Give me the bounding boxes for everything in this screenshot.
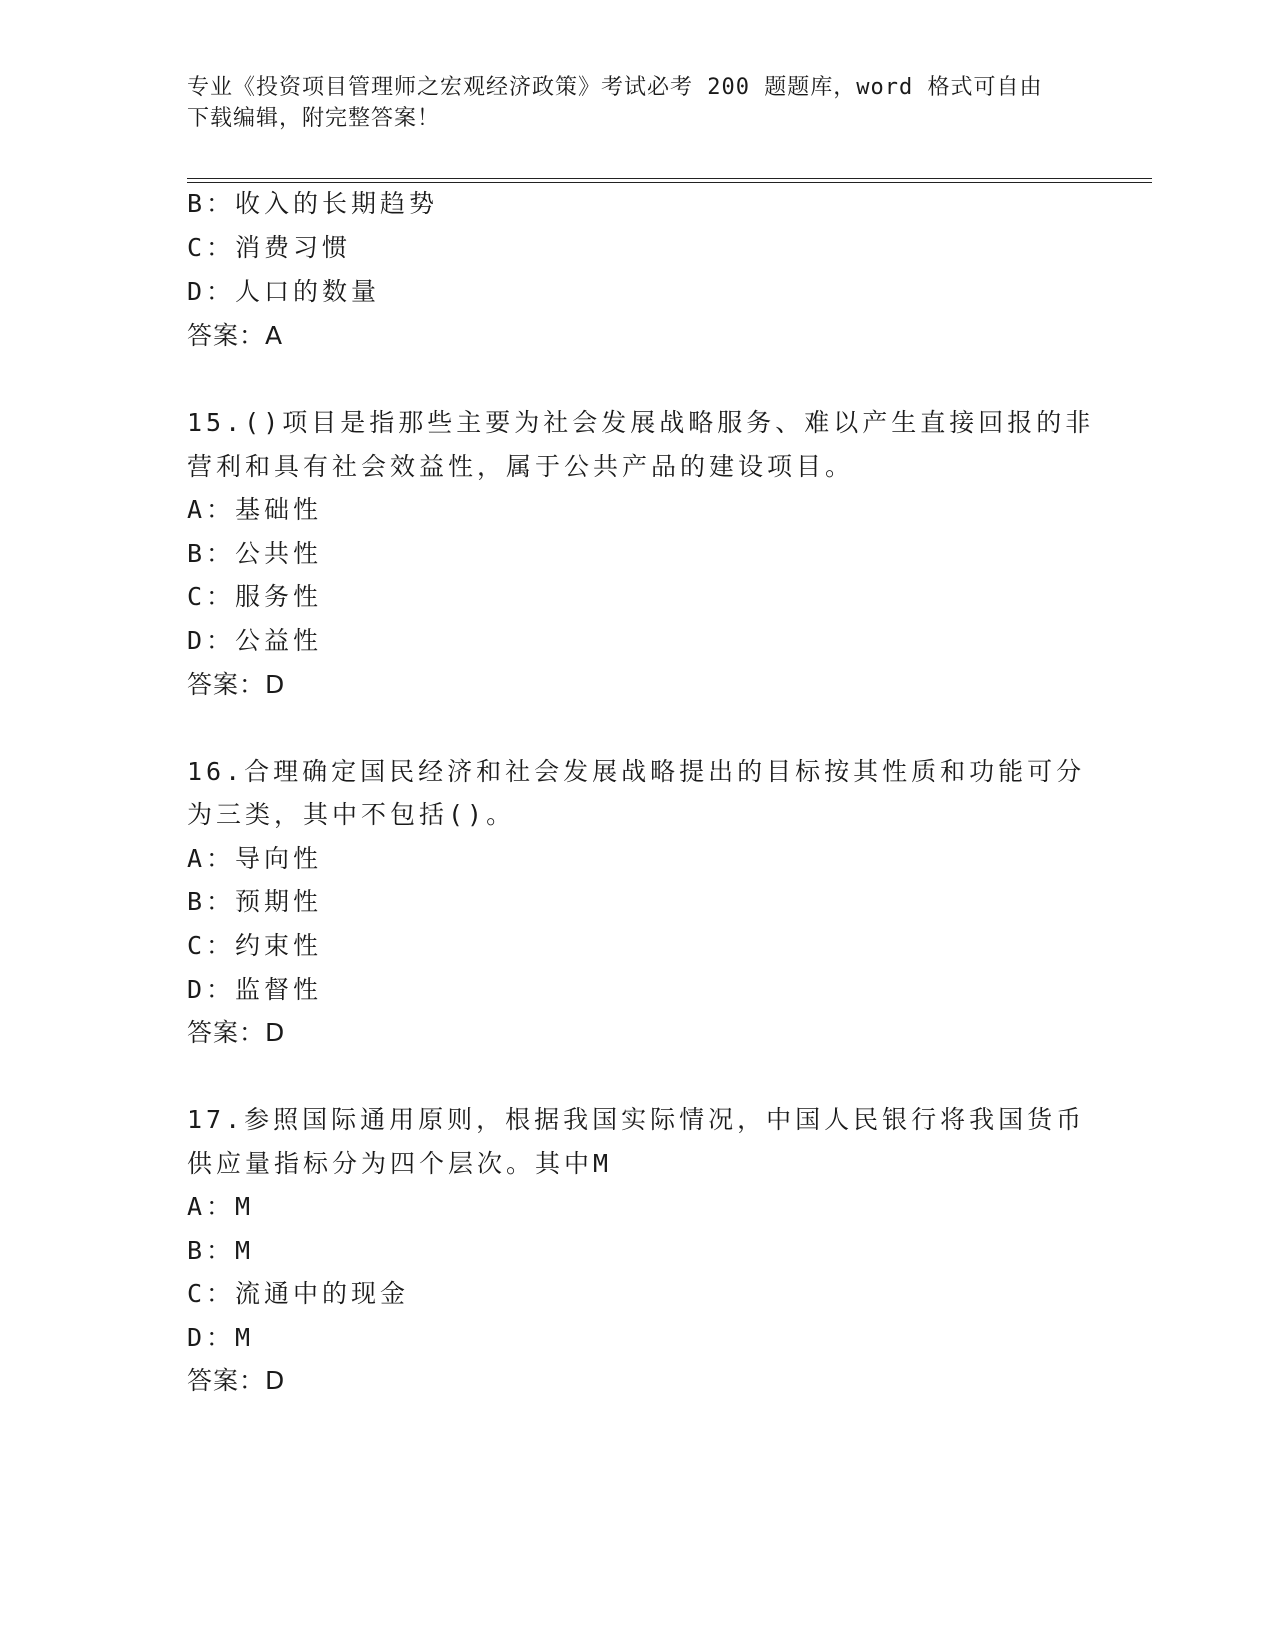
q17-question-line-2: 供应量指标分为四个层次。其中M <box>187 1149 613 1178</box>
q15-option-c: C：服务性 <box>187 582 323 611</box>
q14-option-c: C：消费习惯 <box>187 233 352 262</box>
header-line-2: 下载编辑，附完整答案！ <box>187 106 441 131</box>
q17-option-d: D：M <box>187 1323 255 1352</box>
q17-option-c: C：流通中的现金 <box>187 1279 410 1308</box>
q16-question-line-1: 16.合理确定国民经济和社会发展战略提出的目标按其性质和功能可分 <box>187 757 1086 786</box>
q14-answer: 答案：A <box>187 321 284 350</box>
q17-option-a: A：M <box>187 1192 255 1221</box>
header-divider-top <box>187 178 1152 179</box>
header-line-1: 专业《投资项目管理师之宏观经济政策》考试必考 200 题题库，word 格式可自由 <box>187 75 1043 100</box>
q17-question-line-1: 17.参照国际通用原则，根据我国实际情况，中国人民银行将我国货币 <box>187 1105 1086 1134</box>
q17-option-b: B：M <box>187 1236 255 1265</box>
q15-question-line-1: 15.()项目是指那些主要为社会发展战略服务、难以产生直接回报的非 <box>187 408 1095 437</box>
header-divider-bottom <box>187 182 1152 183</box>
q14-option-d: D：人口的数量 <box>187 277 381 306</box>
q17-answer: 答案：D <box>187 1366 286 1395</box>
q16-option-a: A：导向性 <box>187 844 323 873</box>
document-header <box>187 72 1067 134</box>
q14-option-b: B：收入的长期趋势 <box>187 189 439 218</box>
q15-option-a: A：基础性 <box>187 495 323 524</box>
q15-question-line-2: 营利和具有社会效益性，属于公共产品的建设项目。 <box>187 452 855 481</box>
q15-option-d: D：公益性 <box>187 626 323 655</box>
q16-option-d: D：监督性 <box>187 975 323 1004</box>
q16-question-line-2: 为三类，其中不包括()。 <box>187 800 516 829</box>
q15-answer: 答案：D <box>187 670 286 699</box>
q16-option-b: B：预期性 <box>187 887 323 916</box>
q16-option-c: C：约束性 <box>187 931 323 960</box>
q15-option-b: B：公共性 <box>187 539 323 568</box>
q16-answer: 答案：D <box>187 1018 286 1047</box>
